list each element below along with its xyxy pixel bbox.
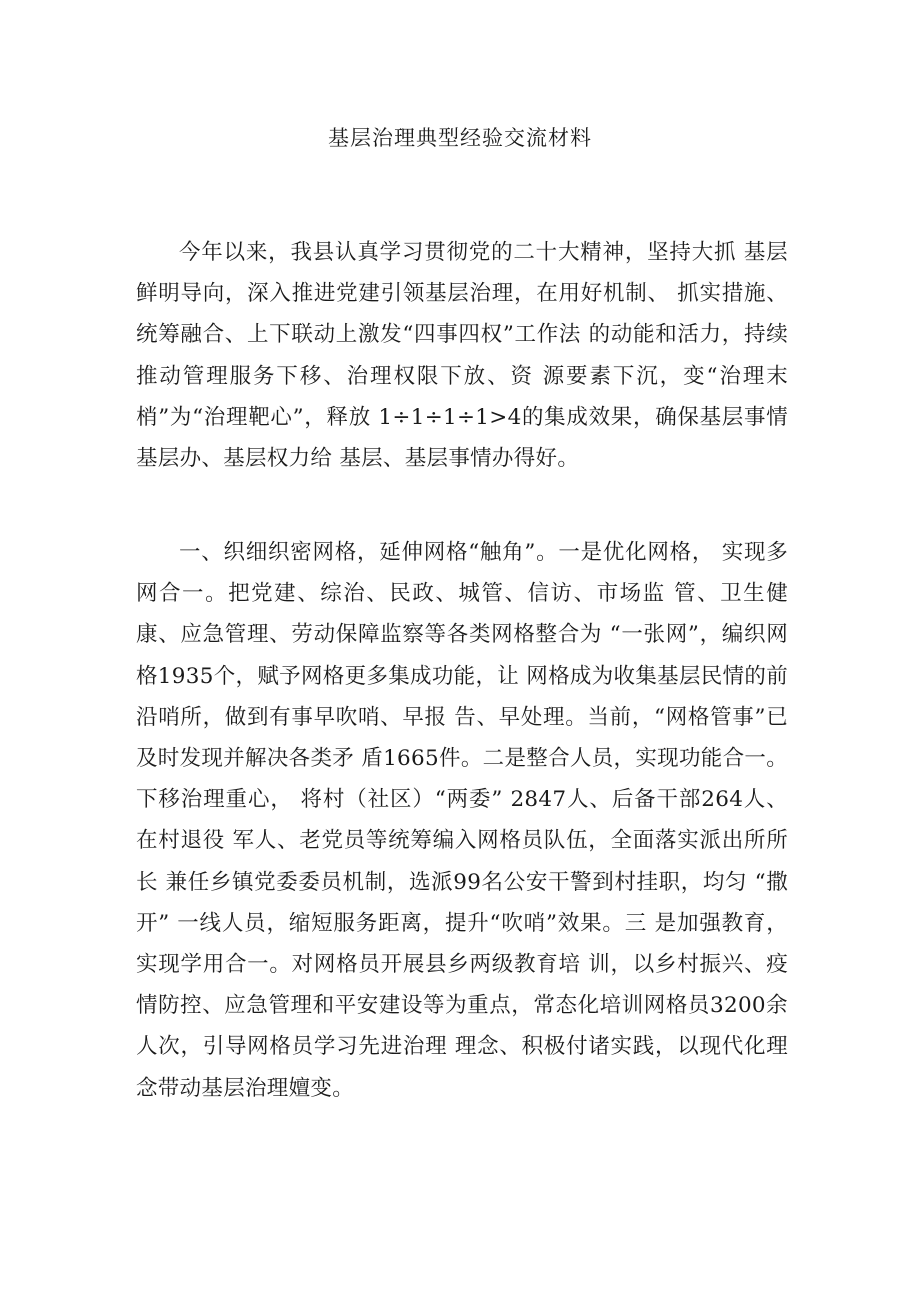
document-title: 基层治理典型经验交流材料 — [328, 126, 592, 150]
paragraph-grid-section: 一、织细织密网格，延伸网格“触角”。一是优化网格， 实现多网合一。把党建、综治、民政、城管、信访、市场监 管、卫生健康、应急管理、劳动保障监察等各类网格整合为 “一张网”，编织网格1935个，赋予网格更多集成功能，让 网格成为收集基层民情的前沿哨所，做到有事早吹哨、早报 告、早处理。当前，“网格管事”已及时发现并解决各类矛 盾1665件。二是整合人员，实现功能合一。下移治理重心， 将村（社区）“两委” 2847人、后备干部264人、在村退役 军人、老党员等统筹编入网格员队伍，全面落实派出所所长 兼任乡镇党委委员机制，选派99名公安干警到村挂职，均匀 “撒开” 一线人员，缩短服务距离，提升“吹哨”效果。三 是加强教育，实现学用合一。对网格员开展县乡两级教育培 训，以乡村振兴、疫情防控、应急管理和平安建设等为重点，常态化培训网格员3200余人次，引导网格员学习先进治理 理念、积极付诸实践，以现代化理念带动基层治理嬗变。 — [136, 540, 788, 1101]
paragraph-intro: 今年以来，我县认真学习贯彻党的二十大精神，坚持大抓 基层鲜明导向，深入推进党建引领基层治理，在用好机制、 抓实措施、统筹融合、上下联动上激发“四事四权”工作法 的动能和活力，持续推动管理服务下移、治理权限下放、资 源要素下沉，变“治理末梢”为“治理靶心”，释放 1÷1÷1÷1>4的集成效果，确保基层事情基层办、基层权力给 基层、基层事情办得好。 — [136, 240, 788, 472]
